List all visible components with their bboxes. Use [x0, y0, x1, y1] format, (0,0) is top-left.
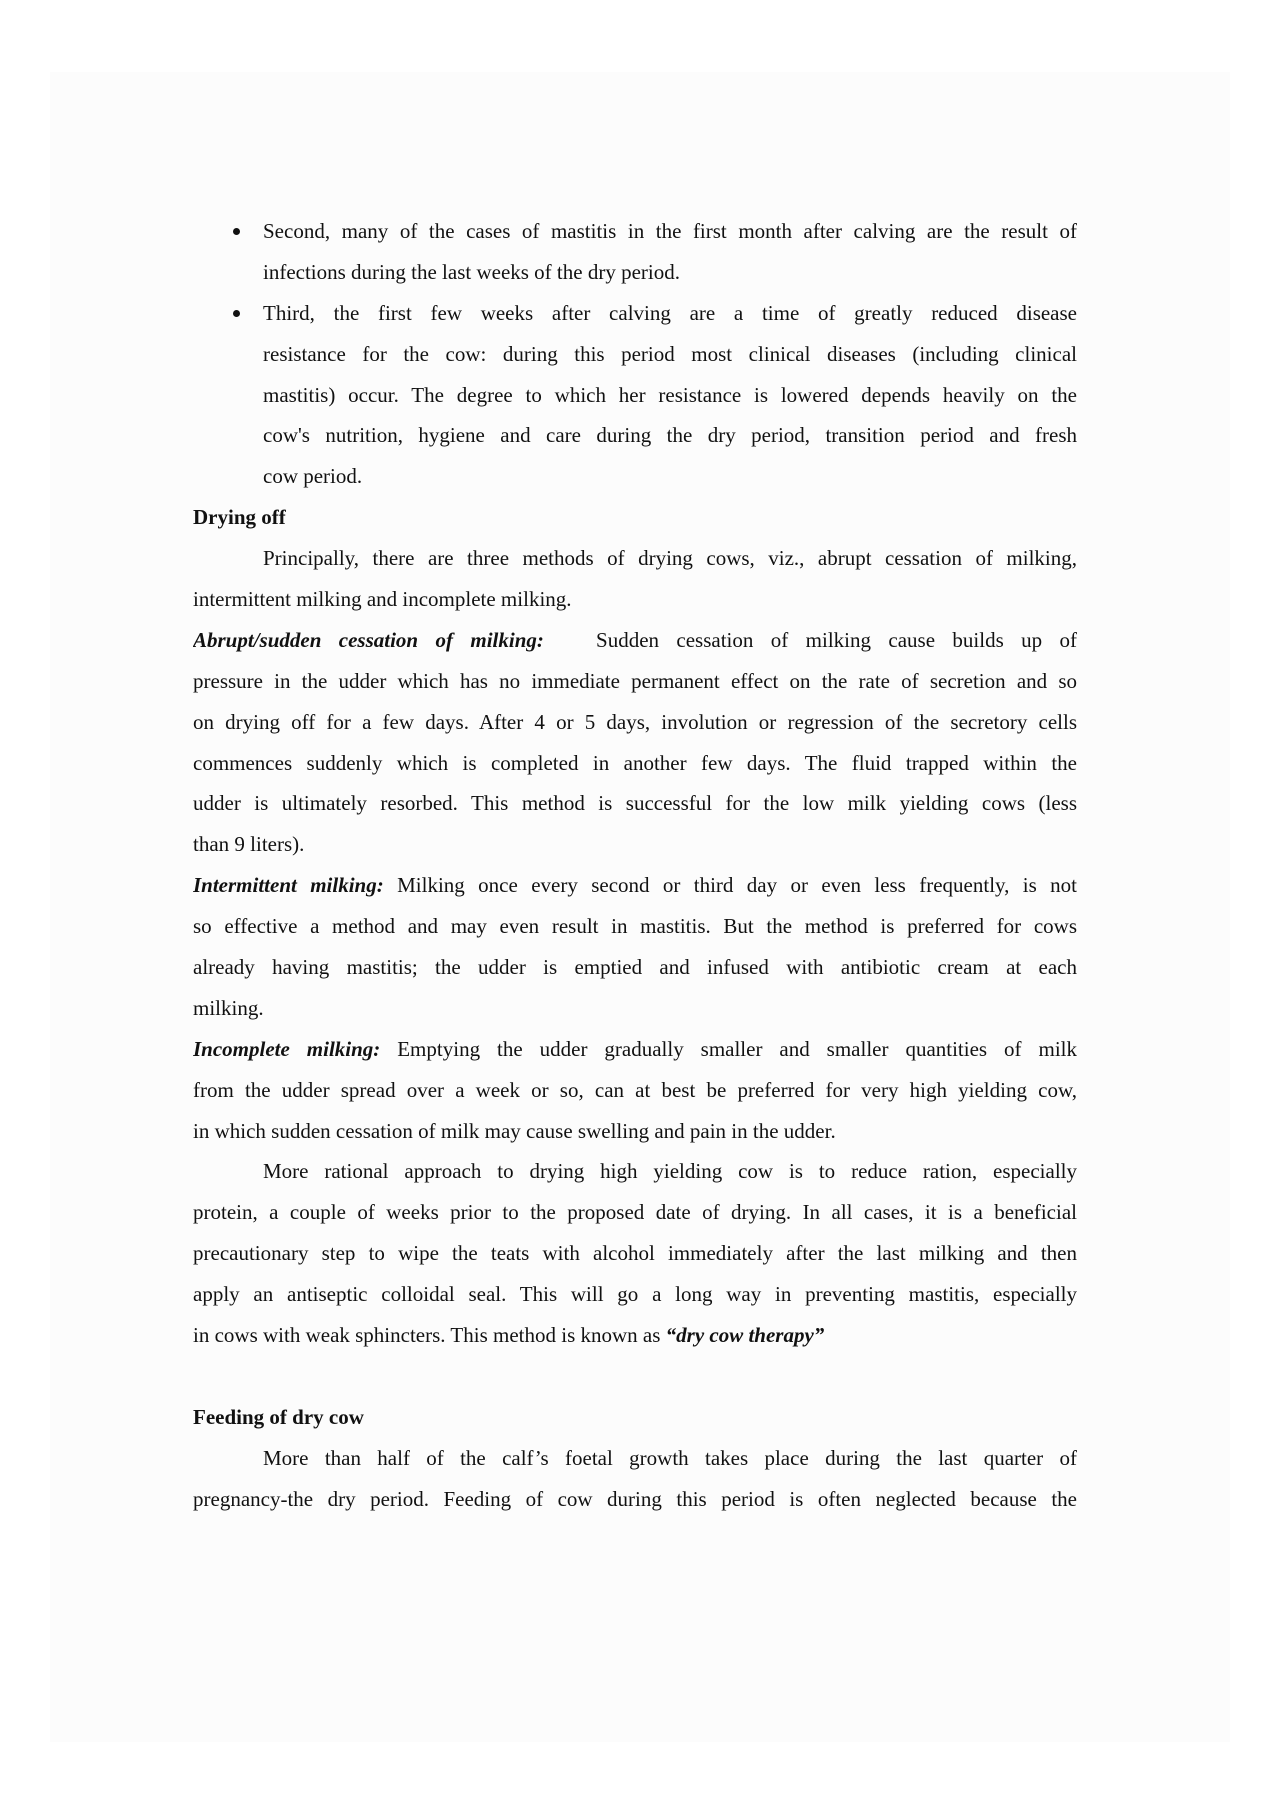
text-line: milking. — [193, 995, 264, 1020]
text-line: More than half of the calf’s foetal growth takes place during the last quarter of — [263, 1445, 1077, 1470]
text-line: Third, the first few weeks after calving are a time of greatly reduced disease — [263, 300, 1077, 325]
text-run: in cows with weak sphincters. This method is known as — [193, 1323, 661, 1348]
text-line — [193, 865, 1077, 906]
text-line: so effective a method and may even result in mastitis. But the method is preferred for cows — [193, 914, 1077, 939]
spacer — [193, 1356, 1077, 1397]
paragraph-incomplete-milking — [193, 1029, 1077, 1152]
paragraph-abrupt-cessation — [193, 620, 1077, 865]
section-heading-drying-off: Drying off — [193, 505, 286, 530]
section-heading-feeding: Feeding of dry cow — [193, 1404, 364, 1429]
text-line: Principally, there are three methods of drying cows, viz., abrupt cessation of milking, — [263, 546, 1077, 571]
text-line: from the udder spread over a week or so, can at best be preferred for very high yielding cow, — [193, 1077, 1077, 1102]
text-line — [193, 1029, 1077, 1070]
text-line — [193, 620, 1077, 661]
paragraph-rational-approach — [193, 1151, 1077, 1355]
text-line: Second, many of the cases of mastitis in the first month after calving are the result of — [263, 219, 1077, 243]
document-page — [193, 211, 1077, 1520]
emphasis-term: “dry cow therapy” — [665, 1323, 825, 1348]
text-run: Emptying the udder gradually smaller and smaller quantities of milk — [397, 1036, 1077, 1061]
text-line: pregnancy-the dry period. Feeding of cow during this period is often neglected because the — [193, 1486, 1077, 1511]
paragraph-intermittent-milking — [193, 865, 1077, 1029]
term-label: Intermittent milking: — [193, 873, 384, 898]
text-line: cow period. — [263, 464, 363, 489]
text-run: Milking once every second or third day or even less frequently, is not — [397, 873, 1077, 898]
text-line: commences suddenly which is completed in another few days. The fluid trapped within the — [193, 750, 1077, 775]
text-line: udder is ultimately resorbed. This method is successful for the low milk yielding cows (less — [193, 791, 1077, 816]
text-line: in which sudden cessation of milk may cause swelling and pain in the udder. — [193, 1118, 836, 1143]
bullet-item — [193, 211, 1077, 293]
text-line: intermittent milking and incomplete milking. — [193, 587, 572, 612]
term-label: Incomplete milking: — [193, 1036, 381, 1061]
text-line: protein, a couple of weeks prior to the proposed date of drying. In all cases, it is a beneficial — [193, 1200, 1077, 1225]
text-line: precautionary step to wipe the teats with alcohol immediately after the last milking and then — [193, 1241, 1077, 1266]
text-line: pressure in the udder which has no immediate permanent effect on the rate of secretion and so — [193, 668, 1077, 693]
text-line: infections during the last weeks of the dry period. — [263, 259, 680, 284]
bullet-icon — [233, 211, 241, 252]
text-line: than 9 liters). — [193, 832, 305, 857]
text-line: already having mastitis; the udder is emptied and infused with antibiotic cream at each — [193, 955, 1077, 980]
text-line: on drying off for a few days. After 4 or 5 days, involution or regression of the secretory cells — [193, 709, 1077, 734]
text-line: resistance for the cow: during this period most clinical diseases (including clinical — [263, 341, 1077, 366]
bullet-icon — [233, 293, 241, 334]
text-line: More rational approach to drying high yielding cow is to reduce ration, especially — [263, 1159, 1077, 1184]
paragraph-feeding — [193, 1438, 1077, 1520]
text-run: Sudden cessation of milking cause builds up of — [596, 627, 1077, 652]
text-line: mastitis) occur. The degree to which her resistance is lowered depends heavily on the — [263, 382, 1077, 407]
bullet-item — [193, 293, 1077, 497]
paragraph-intro — [193, 538, 1077, 620]
text-line: apply an antiseptic colloidal seal. This will go a long way in preventing mastitis, especially — [193, 1282, 1077, 1307]
text-line: cow's nutrition, hygiene and care during the dry period, transition period and fresh — [263, 423, 1077, 448]
term-label: Abrupt/sudden cessation of milking: — [193, 627, 544, 652]
text-line — [193, 1315, 1077, 1356]
